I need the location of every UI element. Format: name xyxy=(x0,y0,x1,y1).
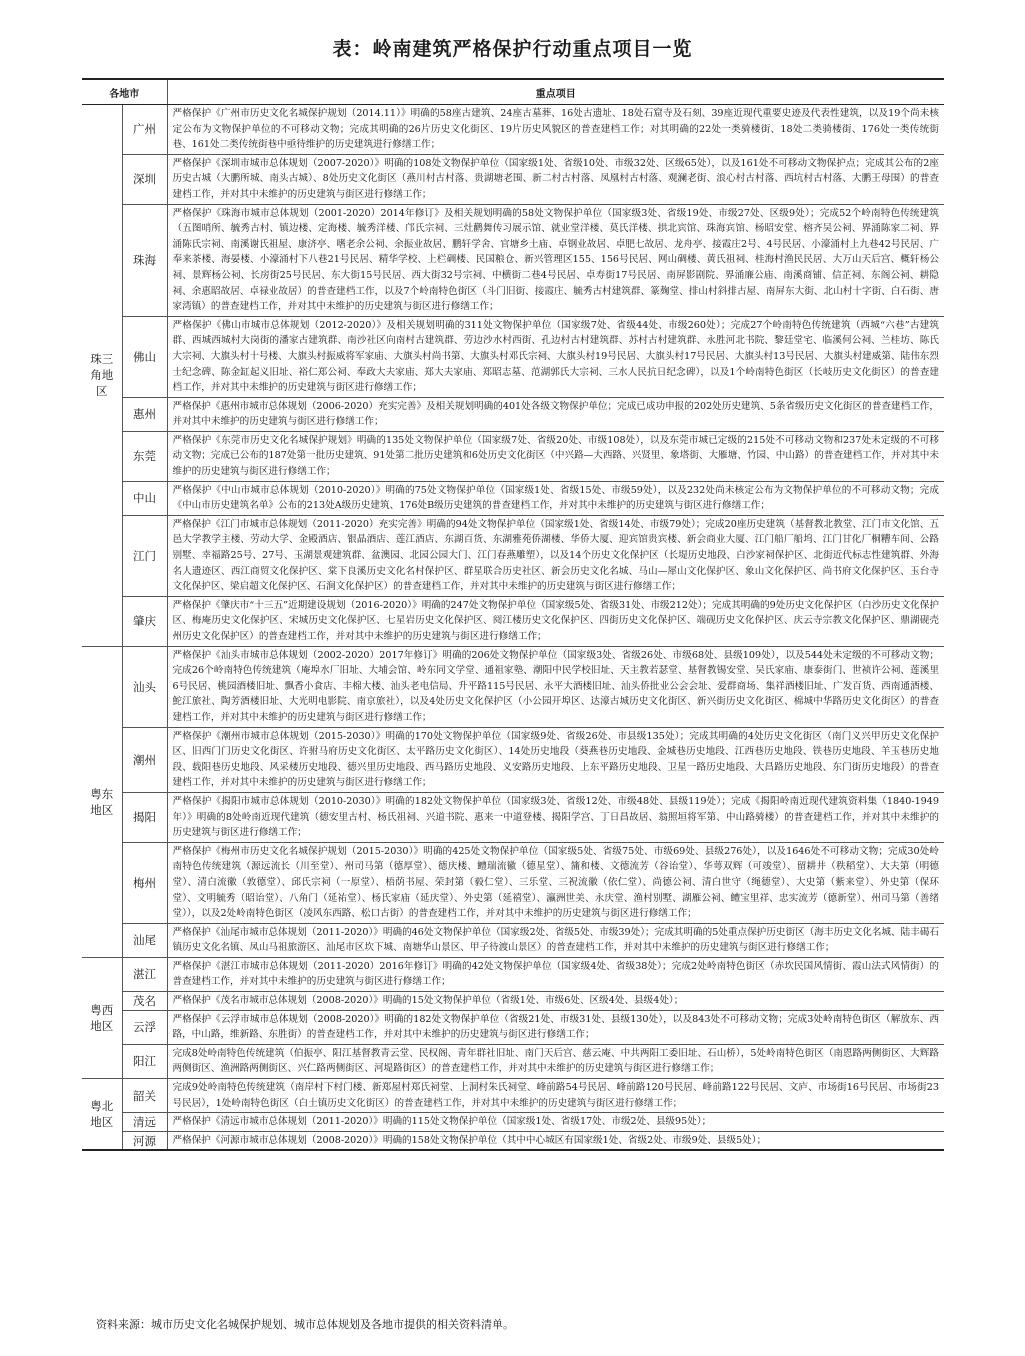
city-cell: 东莞 xyxy=(122,431,167,481)
city-cell: 揭阳 xyxy=(122,792,167,842)
city-cell: 韶关 xyxy=(122,1079,167,1113)
table-row xyxy=(82,957,944,991)
project-cell: 严格保护《汕头市城市总体规划（2002-2020）2017年修订》明确的206处文物保护单位（国家级3处、省级26处、市级68处、县级109处），以及544处未定级的不可移动文物；完成26个岭南特色传统建筑（庵埠水厂旧址、大埔会馆、岭东同文学堂、通祖家塾、潮阳中民学校旧址、天主教若瑟堂、基督教锡安堂、吴氏家庙、康泰街门、世祯许公祠、莲溪里6号民居、桃园酒楼旧址、飘香小食店、丰棉大楼、汕头老电信局、升平路115号民居、永平大酒楼旧址、汕头侨批业公会会址、爱群商场、集祥酒楼旧址、广发百货、西南通酒楼、鮀江旅社、陶芳酒楼旧址、大光明电影院、南京旅社），以及4处历史文化保护区（小公园开埠区、达濠古城历史文化街区、新兴街历史文化街区、棉城中华路历史文化街区）的普查建档工作，并对其中未维护的历史建筑与街区进行修缮工作； xyxy=(167,646,944,727)
table-row xyxy=(82,727,944,792)
table-row xyxy=(82,397,944,431)
table-row xyxy=(82,204,944,316)
project-cell: 严格保护《佛山市城市总体规划（2012-2020）》及相关规划明确的311处文物保护单位（国家级7处、省级44处、市级260处）；完成27个岭南特色传统建筑（西城“六巷”古建筑群、西城西城村大岗街的潘家古建筑群、南沙社区向南村古建筑群、劳边沙水村西街、孔边村古村建筑群、苏村古村建筑群、永胜河北书院、黎廷堂宅、临溪何公祠、兰桂坊、陈氏大宗祠、大旗头村十号楼、大旗头村振威将军家庙、大旗头村尚书第、大旗头村邓氏宗祠、大旗头村19号民居、大旗头村17号民居、大旗头村13号民居、大旗头村建威第、陆伟东烈士纪念碑、陈金缸起义旧址、裕仁郑公祠、奉政大夫家庙、郑大夫家庙、郑昭志墓、范湖郭氏大宗祠、三水人民抗日纪念碑），以及1个岭南特色街区（长岐历史文化街区）的普查建档工作，并对其中未维护的历史建筑与街区进行修缮工作； xyxy=(167,316,944,397)
project-cell: 严格保护《梅州市历史文化名城保护规划（2015-2030）》明确的425处文物保护单位（国家级5处、省级75处、市级69处、县级276处），以及1646处不可移动文物；完成30处岭南特色传统建筑（源远流长（川至堂）、州司马第（德厚堂）、德庆楼、鳢瑞流徽（德星堂）、䈬和楼、文德流芳（谷诒堂）、华萼双辉（可竣堂）、留耕井（秩稻堂）、大夫第（明德堂）、清白流徽（敦德堂）、邱氏宗祠（一原堂）、梧荫书屋、荣封第（毅仁堂）、三乐堂、三祝流徽（依仁堂）、尚德公祠、清白世守（绳德堂）、大史第（紫来堂）、外史第（保环堂）、文明毓秀（昭诒堂）、八角门（延祐堂）、杨氏家庙（延庆堂）、外史第（延禧堂）、瀛洲世美、永庆堂、渔村别墅、湖雁公祠、鳢宝里祥、忠实流芳（德新堂）、州司马第（善绪堂）），以及2处岭南特色街区（凌风东西路、松口古街）的普查建档工作，并对其中未维护的历史建筑与街区进行修缮工作； xyxy=(167,842,944,923)
table-row xyxy=(82,316,944,397)
city-cell: 深圳 xyxy=(122,154,167,204)
project-cell: 严格保护《汕尾市城市总体规划（2011-2020）》明确的46处文物保护单位（国家级2处、省级5处、市级39处）；完成其明确的5处重点保护历史街区（海丰历史文化名城、陆丰碣石镇历史文化名镇、凤山马祖旅游区、汕尾市区坎下城、南塘华山景区、甲子待渡山景区）的普查建档工作，并对其中未维护的历史建筑与街区进行修缮工作； xyxy=(167,923,944,957)
page-title: 表：岭南建筑严格保护行动重点项目一览 xyxy=(332,38,693,60)
table-row xyxy=(82,1010,944,1044)
table-row xyxy=(82,842,944,923)
table-row xyxy=(82,1079,944,1113)
city-cell: 河源 xyxy=(122,1131,167,1150)
city-cell: 江门 xyxy=(122,515,167,596)
table-row xyxy=(82,1113,944,1132)
project-cell: 完成8处岭南特色传统建筑（伯振亭、阳江基督教青云堂、民权阁、青年群社旧址、南门天后宫、慈云庵、中共两阳工委旧址、石山桥），5处岭南特色街区（南恩路两侧街区、大辉路两侧街区、渔洲路两侧街区、兴仁路两侧街区、河堤路街区）的普查建档工作，并对其中未维护的历史建筑与街区进行修缮工作； xyxy=(167,1044,944,1078)
project-cell: 严格保护《清远市城市总体规划（2011-2020）》明确的115处文物保护单位（国家级1处、省级17处、市级2处、县级95处）； xyxy=(167,1113,944,1132)
project-cell: 严格保护《深圳市城市总体规划（2007-2020）》明确的108处文物保护单位（国家级1处、省级10处、市级32处、区级65处），以及161处不可移动文物保护点；完成其公布的2座历史古城（大鹏所城、南头古城）、8处历史文化街区（燕川村古村落、贵湖塘老围、新二村古村落、凤凰村古村落、观澜老街、浪心村古村落、西坑村古村落、大鹏王母围）的普查建档工作，并对其中未维护的历史建筑与街区进行修缮工作； xyxy=(167,154,944,204)
city-cell: 潮州 xyxy=(122,727,167,792)
region-cell: 珠三角地区 xyxy=(82,105,122,647)
project-cell: 严格保护《揭阳市城市总体规划（2010-2030）》明确的182处文物保护单位（国家级3处、省级12处、市级48处、县级119处）；完成《揭阳岭南近现代建筑资料集（1840-1949年）》明确的8处岭南近现代建筑（德安里古村、杨氏祖祠、兴道书院、惠来一中道登楼、揭阳学宫、丁日昌故居、翁照垣将军第、中山路骑楼）的普查建档工作，并对其中未维护的历史建筑与街区进行修缮工作； xyxy=(167,792,944,842)
project-cell: 严格保护《潮州市城市总体规划（2015-2030）》明确的170处文物保护单位（国家级9处、省级26处、市县级135处）；完成其明确的4处历史文化街区（南门义兴甲历史文化保护区、旧西门门历史文化街区、许驸马府历史文化街区、太平路历史文化街区）、14处历史地段（葵燕巷历史地段、金城巷历史地段、江西巷历史地段、铁巷历史地段、羊玉巷历史地段、载阳巷历史地段、风采楼历史地段、德兴里历史地段、西马路历史地段、义安路历史地段、上东平路历史地段、卫星一路历史地段、大昌路历史地段、东门街历史地段）的普查建档工作，并对其中未维护的历史建筑与街区进行修缮工作； xyxy=(167,727,944,792)
project-cell: 严格保护《云浮市城市总体规划（2008-2020）》明确的182处文物保护单位（省级21处、市级31处、县级130处），以及843处不可移动文物；完成3处岭南特色街区（解放东、西路，中山路，维新路、东胜街）的普查建档工作，并对其中未维护的历史建筑与街区进行修缮工作； xyxy=(167,1010,944,1044)
table-row xyxy=(82,923,944,957)
project-cell: 严格保护《茂名市城市总体规划（2008-2020）》明确的15处文物保护单位（省级1处、市级6处、区级4处、县级4处）； xyxy=(167,992,944,1011)
project-cell: 严格保护《惠州市城市总体规划（2006-2020）充实完善》及相关规划明确的401处各级文物保护单位；完成已成功申报的202处历史建筑、5条省级历史文化街区的普查建档工作，并对其中未维护的历史建筑与街区进行修缮工作； xyxy=(167,397,944,431)
project-cell: 严格保护《中山市城市总体规划（2010-2020）》明确的75处文物保护单位（国家级1处、省级15处、市级59处），以及232处尚未核定公布为文物保护单位的不可移动文物；完成《中山市历史建筑名单》公布的213处A级历史建筑、176处B级历史建筑的普查建档工作，并对其中未维护的历史建筑与街区进行修缮工作； xyxy=(167,481,944,515)
region-cell: 粤东地区 xyxy=(82,646,122,957)
city-cell: 肇庆 xyxy=(122,596,167,646)
city-cell: 惠州 xyxy=(122,397,167,431)
project-column-header: 重点项目 xyxy=(167,79,944,105)
city-cell: 湛江 xyxy=(122,957,167,991)
table-row xyxy=(82,515,944,596)
table-row xyxy=(82,481,944,515)
city-cell: 广州 xyxy=(122,105,167,155)
table-row xyxy=(82,792,944,842)
project-cell: 严格保护《广州市历史文化名城保护规划（2014.11）》明确的58座古建筑、24座古墓葬、16处古遗址、18处石窟寺及石刻、39座近现代重要史迹及代表性建筑，以及19个尚未核定公布为文物保护单位的不可移动文物；完成其明确的26片历史文化街区、19片历史风貌区的普查建档工作；对其明确的22处一类骑楼街、18处二类骑楼街、176处一类传统街巷、161处二类传统街巷中亟待维护的历史建筑进行修缮工作； xyxy=(167,105,944,155)
table-row xyxy=(82,596,944,646)
city-cell: 佛山 xyxy=(122,316,167,397)
city-cell: 中山 xyxy=(122,481,167,515)
project-cell: 严格保护《东莞市历史文化名城保护规划》明确的135处文物保护单位（国家级7处、省级20处、市级108处），以及东莞市城已定级的215处不可移动文物和237处未定级的不可移动文物；完成已公布的187处第一批历史建筑、91处第二批历史建筑和6处历史文化街区（中兴路—大西路、兴贤里、象塔街、大雁塘、竹园、中山路）的普查建档工作，并对其中未维护的历史建筑与街区进行修缮工作； xyxy=(167,431,944,481)
project-cell: 严格保护《湛江市城市总体规划（2011-2020）2016年修订》明确的42处文物保护单位（国家级4处、省级38处）；完成2处岭南特色街区（赤坎民国风情街、霞山法式风情街）的普查建档工作，并对其中未维护的历史建筑与街区进行修缮工作； xyxy=(167,957,944,991)
table-row xyxy=(82,1044,944,1078)
table-row xyxy=(82,105,944,155)
city-cell: 云浮 xyxy=(122,1010,167,1044)
city-cell: 茂名 xyxy=(122,992,167,1011)
region-cell: 粤西地区 xyxy=(82,957,122,1078)
region-cell: 粤北地区 xyxy=(82,1079,122,1151)
project-cell: 严格保护《珠海市城市总体规划（2001-2020）2014年修订》及相关规划明确的58处文物保护单位（国家级3处、省级19处、市级27处、区级9处）；完成52个岭南特色传统建筑（五图哨所、毓秀古村、镇边楼、定海楼、毓秀洋楼、邝氏宗祠、三灶鹳舞传习展示馆、就业堂洋楼、莫氏洋楼、拱北宾馆、珠海宾馆、杨昭安堂、榕齐吴公祠、界涌陈家二祠、界涌陈氏宗祠、南溪谢氏祖屋、康济亭、嗜老余公祠、余振业故居、鹏轩学舍、官塘乡土庙、卓钢业故居、卓肥七故居、龙舟亭、接霞庄2号、4号民居、小濠涌村上九巷42号民居、广奉来茶楼、海晏楼、小濠涌村下八巷21号民居、精华学校、上栏碉楼、民国粮仓、新兴管理区155、156号民居、网山碉楼、黄氏祖祠、桂海村渔民民居、大万山天后宫、概轩杨公祠、景辉杨公祠、长房街25号民居、东大街15号民居、西大街32号宗祠、中横街二巷4号民居、卓寿街17号民居、南屏影剧院、界涌廉公庙、南溪商铺、信芷祠、东阁公祠、耕隐祠、余惠昭故居、卓禄业故居）的普查建档工作，以及7个岭南特色街区（斗门旧街、接霞庄、毓秀古村建筑群、篆麹堂、排山村斜排古屋、南屏东大街、北山村十字街、白石街、唐家湾镇）的普查建档工作，并对其中未维护的历史建筑与街区进行修缮工作； xyxy=(167,204,944,316)
city-cell: 清远 xyxy=(122,1113,167,1132)
city-cell: 汕尾 xyxy=(122,923,167,957)
city-cell: 梅州 xyxy=(122,842,167,923)
region-column-header: 各地市 xyxy=(82,79,167,105)
project-cell: 严格保护《河源市城市总体规划（2008-2020）》明确的158处文物保护单位（其中中心城区有国家级1处、省级2处、市级9处、县级5处）； xyxy=(167,1131,944,1150)
table-row xyxy=(82,992,944,1011)
source-note: 资料来源：城市历史文化名城保护规划、城市总体规划及各地市提供的相关资料清单。 xyxy=(96,1318,514,1331)
city-cell: 珠海 xyxy=(122,204,167,316)
project-cell: 严格保护《肇庆市“十三五”近期建设规划（2016-2020）》明确的247处文物保护单位（国家级5处、省级31处、市级212处）；完成其明确的9处历史文化保护区（白沙历史文化保护区、梅庵历史文化保护区、宋城历史文化保护区、七星岩历史文化保护区、阅江楼历史文化保护区、四街历史文化保护区、端砚历史文化保护区、庆云寺宗教文化保护区、鼎湖砚壳州历史文化保护区）的普查建档工作，并对其中未维护的历史建筑与街区进行修缮工作； xyxy=(167,596,944,646)
table-row xyxy=(82,154,944,204)
city-cell: 阳江 xyxy=(122,1044,167,1078)
project-cell: 完成9处岭南特色传统建筑（南岸村下村门楼、新郑屋村郑氏祠堂、上洞村朱氏祠堂、峰前路54号民居、峰前路120号民居、峰前路122号民居、文庐、市场街16号民居、市场街23号民居），1处岭南特色街区（白土镇历史文化街区）的普查建档工作，并对其中未维护的历史建筑与街区进行修缮工作； xyxy=(167,1079,944,1113)
table-row xyxy=(82,646,944,727)
projects-table xyxy=(82,78,944,1151)
project-cell: 严格保护《江门市城市总体规划（2011-2020）充实完善》明确的94处文物保护单位（国家级1处、省级14处、市级79处）；完成20座历史建筑（基督教北教堂、江门市文化馆、五邑大学教学主楼、劳动大学、金殿酒店、银晶酒店、莲江酒店、东湖百货、东湖雅苑侨湖楼、华侨大厦、迎宾馆贵宾楼、新会商业大厦、江门船厂船坞、江门甘化厂桐糟车间、公路别墅、幸福路25号、27号、玉湖景观建筑群、盆澳园、北园公园大门、江门春燕雕塑），以及14个历史文化保护区（长堤历史地段、白沙家祠保护区、北街近代标志性建筑群、外海名人遗迹区、西江商贸文化保护区、棠下良溪历史文化名村保护区、群星联合历史社区、新会历史文化名城、马山—犀山文化保护区、象山文化保护区、尚书府文化保护区、玉台寺文化保护区、梁启超文化保护区、石涧文化保护区）的普查建档工作，并对其中未维护的历史建筑与街区进行修缮工作； xyxy=(167,515,944,596)
table-header-row xyxy=(82,79,944,105)
table-body xyxy=(82,105,944,1151)
table-row xyxy=(82,431,944,481)
table-row xyxy=(82,1131,944,1150)
city-cell: 汕头 xyxy=(122,646,167,727)
